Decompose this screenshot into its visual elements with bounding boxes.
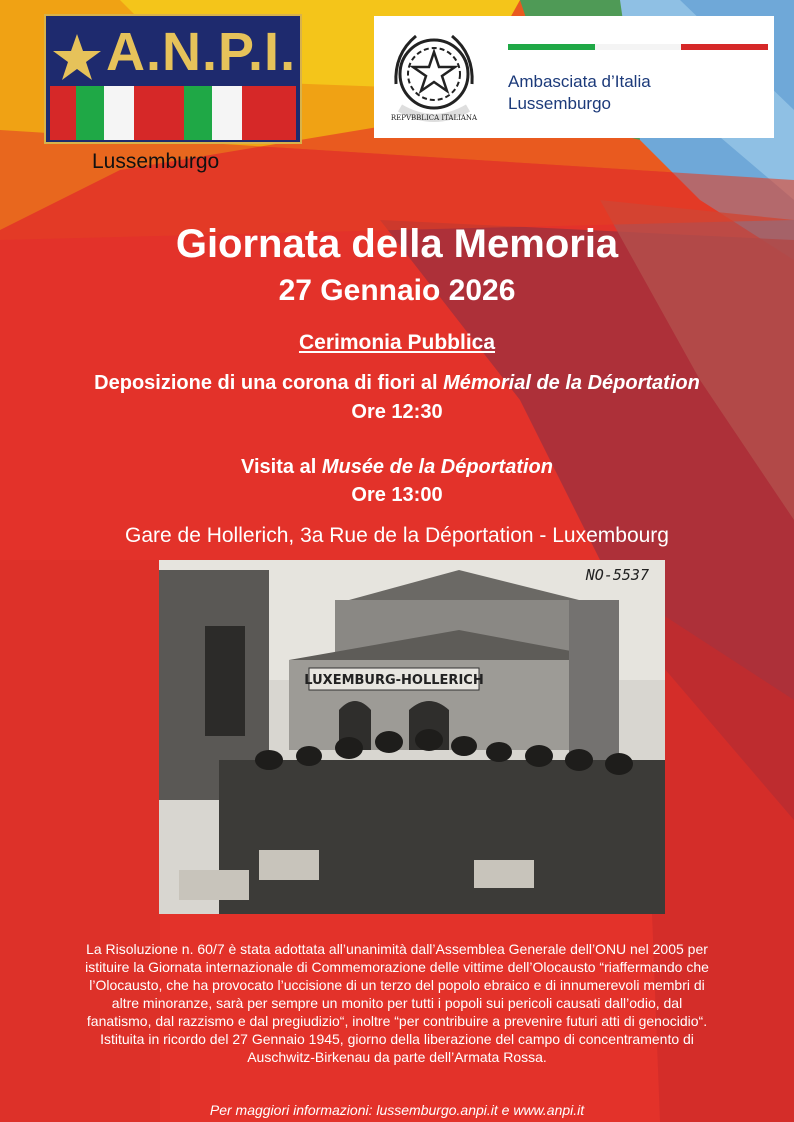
visit-place: Musée de la Déportation — [321, 456, 553, 478]
body-line: Auschwitz-Birkenau da parte dell’Armata Rossa. — [247, 1049, 547, 1065]
body-line: altre minoranze, sarà per sempre un monito per tutti i popoli sui pericoli causati dall’odio, dal — [111, 995, 683, 1011]
historical-photo — [159, 560, 665, 914]
event-address: Gare de Hollerich, 3a Rue de la Déportation - Luxembourg — [125, 524, 669, 547]
anpi-subtitle: Lussemburgo — [92, 150, 220, 173]
visit-line — [0, 456, 794, 479]
italian-flag-line — [508, 44, 768, 50]
emblem-text: REPVBBLICA ITALIANA — [390, 114, 478, 122]
star-icon — [52, 32, 102, 82]
page-title: Giornata della Memoria — [175, 222, 619, 266]
anpi-logo-text — [46, 20, 300, 84]
body-paragraph — [10, 940, 784, 1066]
body-line: l’Olocausto, che ha provocato l’uccisione di un terzo del popolo ebraico e di innumerevoli membri di — [89, 977, 705, 993]
deposition-place: Mémorial de la Déportation — [443, 372, 700, 394]
visit-prefix: Visita al — [241, 456, 322, 478]
embassy-name: Ambasciata d’Italia — [508, 72, 651, 91]
anpi-logo — [44, 14, 302, 144]
body-line: istituire la Giornata internazionale di Commemorazione delle vittime dell’Olocausto “riaffermando che — [85, 959, 709, 975]
deposition-prefix: Deposizione di una corona di fiori al — [94, 372, 444, 394]
italian-emblem-icon — [386, 24, 482, 130]
footer-info: Per maggiori informazioni: lussemburgo.anpi.it e www.anpi.it — [209, 1102, 585, 1118]
body-line: fanatismo, dal razzismo e dal pregiudizio“, inoltre “per contribuire a prevenire futuri atti di genocidio“. — [86, 1013, 708, 1029]
anpi-name: A.N.P.I. — [106, 22, 297, 82]
visit-time: Ore 13:00 — [351, 484, 443, 506]
event-date: 27 Gennaio 2026 — [278, 274, 516, 307]
embassy-logo — [374, 16, 774, 138]
anpi-flag-stripes — [50, 86, 296, 140]
station-sign: LUXEMBURG-HOLLERICH — [304, 673, 484, 688]
photo-number: NO-5537 — [585, 566, 649, 584]
deposition-time: Ore 12:30 — [351, 401, 443, 423]
ceremony-heading: Cerimonia Pubblica — [298, 331, 496, 354]
deposition-line — [0, 372, 794, 395]
body-line: Istituita in ricordo del 27 Gennaio 1945, giorno della liberazione del campo di concentramento di — [100, 1031, 694, 1047]
body-line: La Risoluzione n. 60/7 è stata adottata all’unanimità dall’Assemblea Generale dell’ONU nel 2005 per — [86, 941, 708, 957]
embassy-city: Lussemburgo — [508, 94, 612, 113]
